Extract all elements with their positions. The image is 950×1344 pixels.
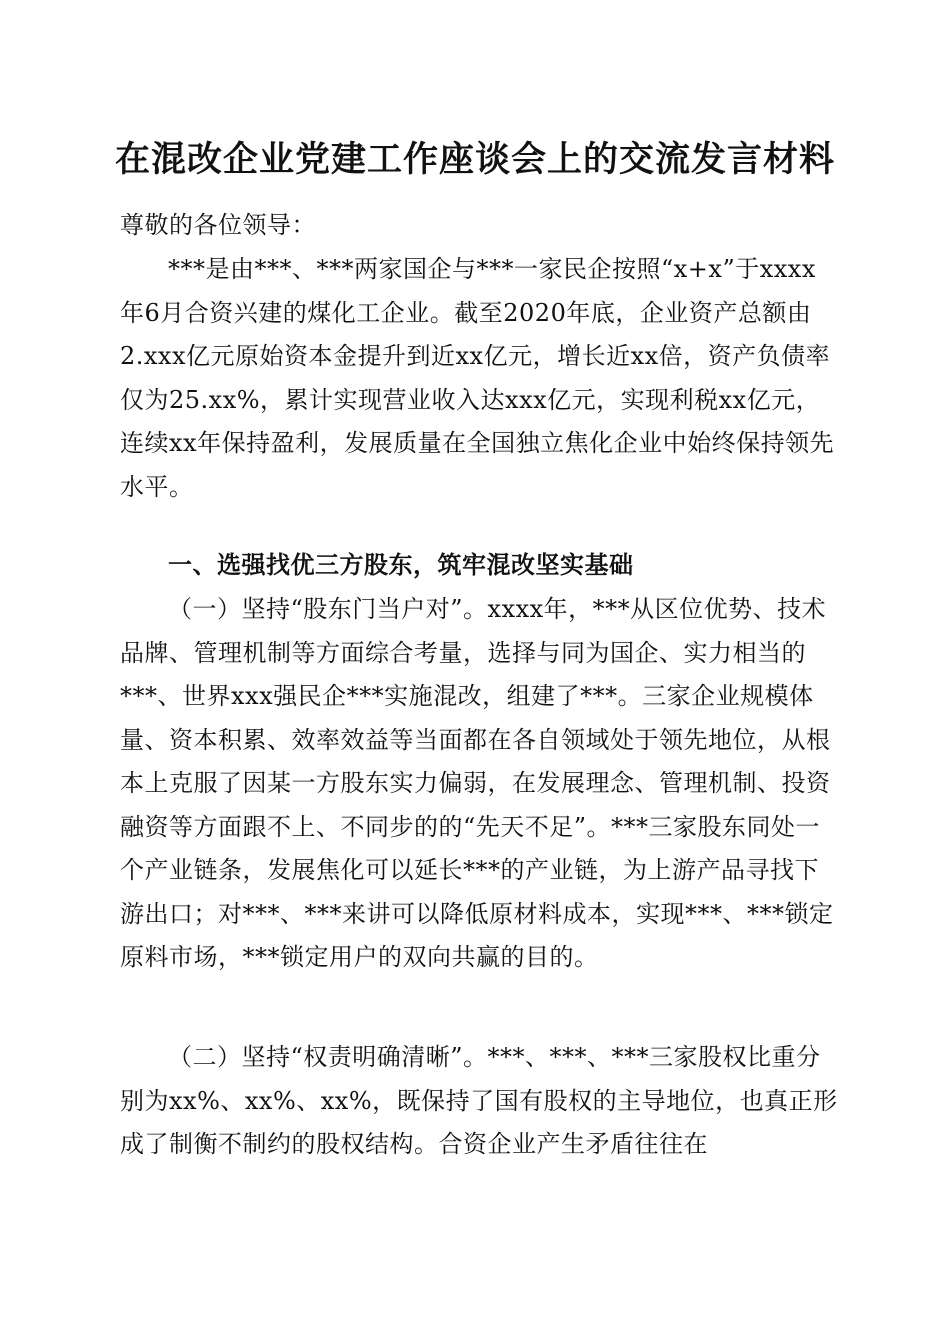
salutation: 尊敬的各位领导： xyxy=(120,211,316,239)
section-paragraph-2: （二）坚持“权责明确清晰”。***、***、***三家股权比重分别为xx%、xx%、xx%，既保持了国有股权的主导地位，也真正形成了制衡不制约的股权结构。合资企业产生矛盾往往在 xyxy=(120,1043,838,1158)
section-heading: 一、选强找优三方股东，筑牢混改坚实基础 xyxy=(168,551,634,579)
intro-paragraph: ***是由***、***两家国企与***一家民企按照“x+x”于xxxx年6月合资兴建的煤化工企业。截至2020年底，企业资产总额由2.xxx亿元原始资本金提升到近xx亿元，增长近xx倍，资产负债率仅为25.xx%，累计实现营业收入达xxx亿元，实现利税xx亿元，连续xx年保持盈利，发展质量在全国独立焦化企业中始终保持领先水平。 xyxy=(120,255,835,501)
document-title: 在混改企业党建工作座谈会上的交流发言材料 xyxy=(114,139,835,180)
section-paragraph-1: （一）坚持“股东门当户对”。xxxx年，***从区位优势、技术品牌、管理机制等方面综合考量，选择与同为国企、实力相当的***、世界xxx强民企***实施混改，组建了***。三家企业规模体量、资本积累、效率效益等当面都在各自领域处于领先地位，从根本上克服了因某一方股东实力偏弱，在发展理念、管理机制、投资融资等方面跟不上、不同步的的“先天不足”。***三家股东同处一个产业链条，发展焦化可以延长***的产业链，为上游产品寻找下游出口；对***、***来讲可以降低原材料成本，实现***、***锁定原料市场，***锁定用户的双向共赢的目的。 xyxy=(120,595,834,971)
